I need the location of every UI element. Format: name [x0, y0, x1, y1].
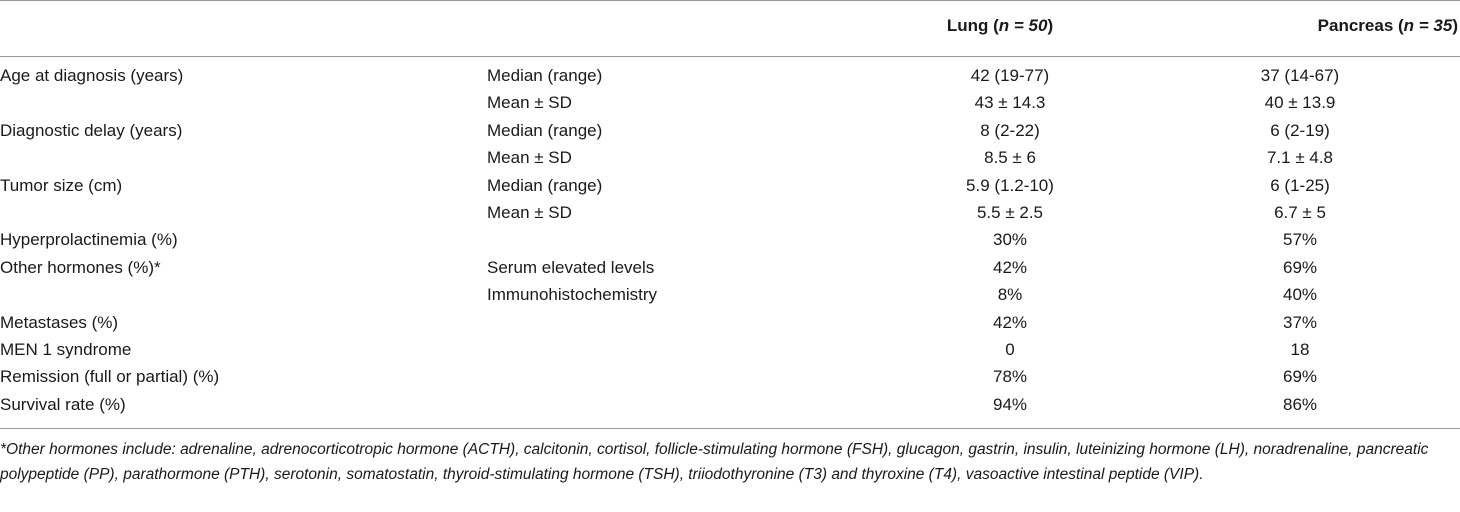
row-sublabel — [487, 363, 880, 390]
header-lung-prefix: Lung ( — [946, 16, 999, 35]
lung-value: 94% — [992, 394, 1028, 414]
row-label: Age at diagnosis (years) — [0, 66, 184, 85]
table-row — [0, 254, 1460, 281]
pancreas-value: 18 — [1290, 340, 1310, 360]
lung-value: 8 (2-22) — [980, 120, 1040, 140]
row-sublabel: Mean ± SD — [487, 93, 572, 113]
lung-value: 8% — [997, 285, 1023, 305]
pancreas-value: 7.1 ± 4.8 — [1266, 148, 1334, 168]
row-sublabel: Serum elevated levels — [487, 257, 655, 277]
table-row — [0, 336, 1460, 363]
pancreas-value: 69% — [1282, 367, 1318, 387]
row-label: Tumor size (cm) — [0, 175, 123, 195]
header-pancreas-n: n = 35 — [1403, 16, 1453, 35]
row-sublabel — [487, 391, 880, 418]
lung-value: 8.5 ± 6 — [984, 148, 1036, 168]
pancreas-value: 6 (2-19) — [1270, 120, 1330, 140]
data-table — [0, 62, 1460, 418]
lung-value: 30% — [992, 230, 1028, 250]
table-row — [0, 144, 1460, 171]
header-pancreas — [1318, 14, 1458, 38]
header-rule — [0, 56, 1460, 57]
table-row — [0, 281, 1460, 308]
row-label — [0, 199, 487, 226]
row-label — [0, 281, 487, 308]
row-label: Diagnostic delay (years) — [0, 120, 183, 140]
bottom-rule — [0, 428, 1460, 429]
table-row — [0, 363, 1460, 390]
row-sublabel: Mean ± SD — [487, 203, 572, 223]
row-sublabel — [487, 226, 880, 253]
row-sublabel — [487, 336, 880, 363]
lung-value: 5.9 (1.2-10) — [966, 175, 1054, 195]
row-sublabel: Immunohistochemistry — [487, 285, 658, 305]
pancreas-value: 40 ± 13.9 — [1264, 93, 1336, 113]
table-row — [0, 391, 1460, 418]
row-label: Remission (full or partial) (%) — [0, 367, 220, 387]
row-label: Hyperprolactinemia (%) — [0, 230, 178, 250]
row-label: MEN 1 syndrome — [0, 340, 132, 360]
table-body — [0, 62, 1460, 418]
pancreas-value: 57% — [1282, 230, 1318, 250]
pancreas-value: 40% — [1282, 285, 1318, 305]
header-lung-n: n = 50 — [998, 16, 1048, 35]
row-sublabel: Median (range) — [487, 120, 603, 140]
header-pancreas-suffix: ) — [1452, 16, 1458, 35]
lung-value: 42% — [992, 257, 1028, 277]
lung-value: 43 ± 14.3 — [974, 93, 1046, 113]
pancreas-value: 86% — [1282, 394, 1318, 414]
row-sublabel: Median (range) — [487, 175, 603, 195]
row-sublabel: Median (range) — [487, 66, 603, 85]
pancreas-value: 37 (14-67) — [1260, 66, 1340, 85]
table-row — [0, 117, 1460, 144]
row-label: Other hormones (%)* — [0, 257, 161, 277]
row-label: Metastases (%) — [0, 312, 119, 332]
lung-value: 42 (19-77) — [970, 66, 1050, 85]
top-rule — [0, 0, 1460, 1]
table-row — [0, 226, 1460, 253]
table-row — [0, 172, 1460, 199]
row-sublabel: Mean ± SD — [487, 148, 572, 168]
table-row — [0, 199, 1460, 226]
pancreas-value: 69% — [1282, 257, 1318, 277]
table-row — [0, 309, 1460, 336]
footnote: *Other hormones include: adrenaline, adrenocorticotropic hormone (ACTH), calcitonin, cortisol, follicle-stimulating hormone (FSH), glucagon, gastrin, insulin, luteinizing hormone (LH), noradrenaline, pancreatic polypeptide (PP), parathormone (PTH), serotonin, somatostatin, thyroid-stimulating hormone (TSH), triiodothyronine (T3) and thyroxine (T4), vasoactive intestinal peptide (VIP). — [0, 441, 1429, 483]
table-row — [0, 89, 1460, 116]
row-label: Survival rate (%) — [0, 394, 126, 414]
header-lung — [940, 14, 1060, 38]
pancreas-value: 37% — [1282, 312, 1318, 332]
pancreas-value: 6.7 ± 5 — [1274, 203, 1326, 223]
header-lung-suffix: ) — [1047, 16, 1054, 35]
row-label — [0, 89, 487, 116]
row-sublabel — [487, 309, 880, 336]
table-row — [0, 62, 1460, 89]
lung-value: 0 — [1005, 340, 1015, 360]
row-label — [0, 144, 487, 171]
pancreas-value: 6 (1-25) — [1270, 175, 1330, 195]
lung-value: 78% — [992, 367, 1028, 387]
lung-value: 42% — [992, 312, 1028, 332]
lung-value: 5.5 ± 2.5 — [976, 203, 1044, 223]
header-pancreas-prefix: Pancreas ( — [1317, 16, 1404, 35]
